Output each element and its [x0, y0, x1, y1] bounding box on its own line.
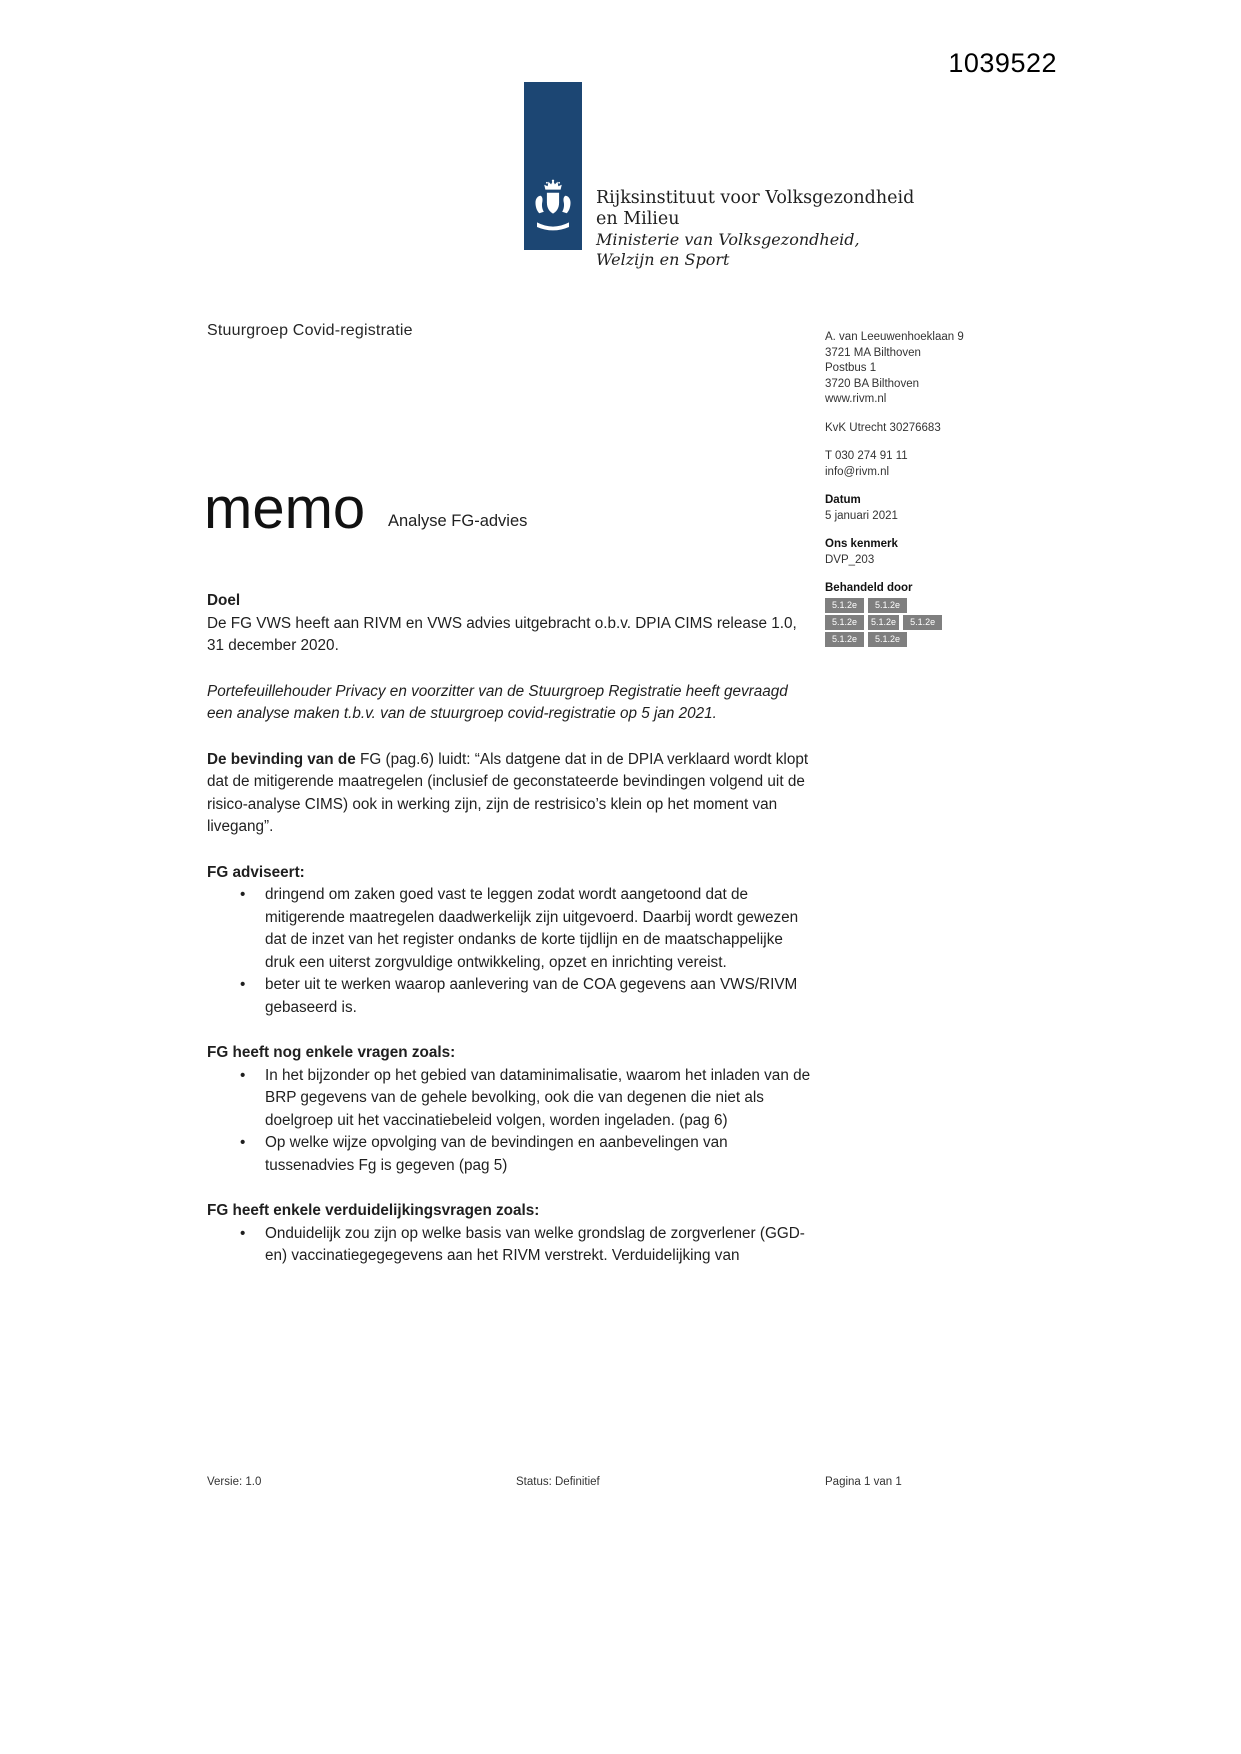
kenmerk-value: DVP_203 [825, 553, 875, 566]
behandeld-label: Behandeld door [825, 582, 913, 594]
address-line: www.rivm.nl [825, 393, 887, 405]
section-bullet-list [207, 1223, 815, 1268]
redaction-row [825, 632, 1065, 647]
bevinding-lead: De bevinding van de [207, 750, 360, 768]
redaction-box: 5.1.2e [825, 615, 864, 630]
ministry-line1: Ministerie van Volksgezondheid, [596, 230, 860, 249]
redaction-grid [825, 598, 1065, 647]
bullet-item: • In het bijzonder op het gebied van dataminimalisatie, waarom het inladen van de BRP gegevens van de gehele bevolking, ook die van degenen die niet als doelgroep uit het vaccinatiebeleid volgen, worden ingeladen. (pag 6) [265, 1065, 815, 1133]
address-line: A. van Leeuwenhoeklaan 9 [825, 331, 964, 343]
email-line: info@rivm.nl [825, 465, 890, 478]
rivm-logo-bar [524, 82, 582, 250]
datum-block [825, 493, 1065, 524]
redaction-row [825, 615, 1065, 630]
address-block [825, 330, 1065, 408]
redaction-box: 5.1.2e [868, 598, 907, 613]
section-heading: FG heeft nog enkele vragen zoals: [207, 1044, 456, 1061]
org-name-line1: Rijksinstituut voor Volksgezondheid [596, 188, 915, 208]
address-line: Postbus 1 [825, 362, 877, 374]
redaction-box: 5.1.2e [903, 615, 942, 630]
memo-body [207, 590, 815, 1291]
logo-wordmark [596, 188, 914, 269]
bullet-item: • Op welke wijze opvolging van de bevindingen en aanbevelingen van tussenadvies Fg is gegeven (pag 5) [265, 1132, 815, 1177]
bevinding-paragraph [207, 749, 815, 839]
phone-email-block [825, 449, 1065, 480]
footer-versie: Versie: 1.0 [207, 1476, 262, 1488]
phone-line: T 030 274 91 11 [825, 450, 908, 462]
doel-paragraph: De FG VWS heeft aan RIVM en VWS advies uitgebracht o.b.v. DPIA CIMS release 1.0, 31 december 2020. [207, 614, 797, 654]
bullet-item: • dringend om zaken goed vast te leggen zodat wordt aangetoond dat de mitigerende maatregelen daadwerkelijk zijn uitgevoerd. Daarbij wordt gewezen dat de inzet van het register ondanks de korte tijdlijn en de maatschappelijke druk een uiterst zorgvuldige ontwikkeling, opzet en inrichting vereist. [265, 884, 815, 974]
memo-title: memo [204, 476, 366, 541]
datum-value: 5 januari 2021 [825, 509, 898, 522]
redaction-box: 5.1.2e [868, 615, 899, 630]
redaction-box: 5.1.2e [825, 632, 864, 647]
behandeld-block [825, 581, 1065, 647]
footer-pagina: Pagina 1 van 1 [825, 1476, 902, 1488]
advice-sections [207, 862, 815, 1268]
document-number: 1039522 [948, 48, 1057, 78]
subject-line: Stuurgroep Covid-registratie [207, 322, 413, 339]
bullet-item: • beter uit te werken waarop aanlevering van de COA gegevens aan VWS/RIVM gebaseerd is. [265, 974, 815, 1019]
address-line: 3720 BA Bilthoven [825, 377, 919, 390]
org-name-line2: en Milieu [596, 209, 680, 229]
section-heading: FG heeft enkele verduidelijkingsvragen zoals: [207, 1202, 540, 1219]
bullet-item: • Onduidelijk zou zijn op welke basis van welke grondslag de zorgverlener (GGD-en) vaccinatiegegegevens aan het RIVM verstrekt. Verduidelijking van [265, 1223, 815, 1268]
section-bullet-list [207, 1065, 815, 1178]
redaction-box: 5.1.2e [868, 632, 907, 647]
rivm-crest-icon [530, 179, 576, 243]
kenmerk-block [825, 537, 1065, 568]
memo-subtitle: Analyse FG-advies [388, 512, 528, 530]
doel-heading: Doel [207, 592, 241, 609]
section-bullet-list [207, 884, 815, 1019]
section-heading: FG adviseert: [207, 863, 305, 881]
address-line: 3721 MA Bilthoven [825, 346, 921, 359]
datum-label: Datum [825, 494, 861, 506]
kvk-line: KvK Utrecht 30276683 [825, 421, 941, 434]
redaction-row [825, 598, 1065, 613]
redaction-box: 5.1.2e [825, 598, 864, 613]
footer-status: Status: Definitief [516, 1476, 600, 1488]
bevinding-rest: FG (pag.6) luidt: “Als datgene dat in de DPIA verklaard wordt klopt dat de mitigerende maatregelen (inclusief de geconstateerde bevindingen volgend uit de risico-analyse CIMS) ook in werking zijn, zijn de restrisico’s klein op het moment van livegang”. [207, 750, 809, 835]
ministry-line2: Welzijn en Sport [596, 249, 730, 269]
kenmerk-label: Ons kenmerk [825, 538, 898, 550]
assignment-paragraph: Portefeuillehouder Privacy en voorzitter van de Stuurgroep Registratie heeft gevraagd een analyse maken t.b.v. van de stuurgroep covid-registratie op 5 jan 2021. [207, 682, 788, 722]
contact-info-column [825, 330, 1065, 660]
